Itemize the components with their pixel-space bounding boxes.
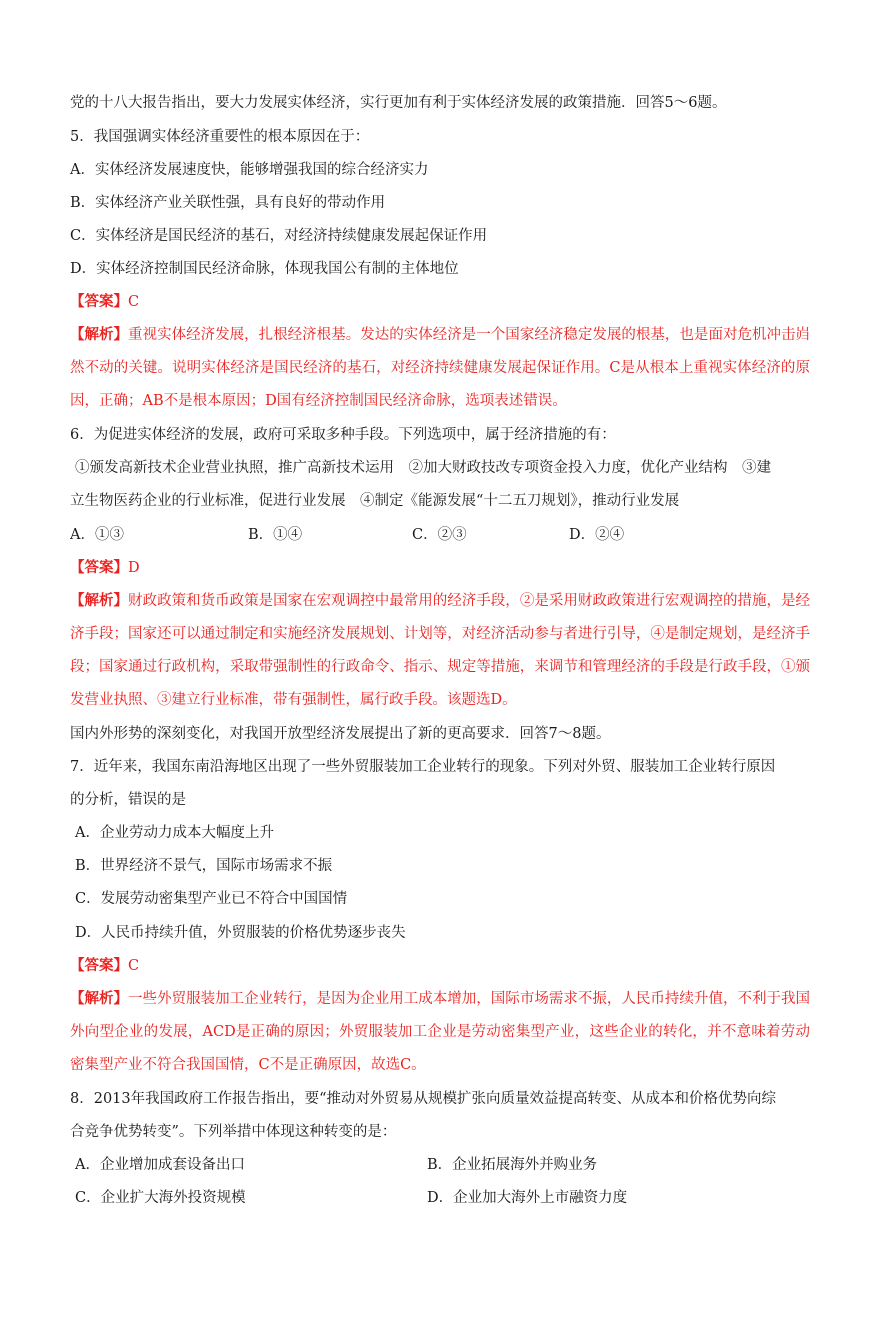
question-5-option-a: A．实体经济发展速度快，能够增强我国的综合经济实力 [70, 162, 429, 178]
question-6-items-line2: 立生物医药企业的行业标准，促进行业发展 ④制定《能源发展“十二五刀规划》，推动行业发展 [70, 493, 680, 509]
question-5-stem: 5．我国强调实体经济重要性的根本原因在于： [70, 129, 370, 145]
analysis-label: 【解析】 [70, 592, 129, 609]
analysis-text: 重视实体经济发展，扎根经济根基。发达的实体经济是一个国家经济稳定发展的根基，也是面对危机冲击岿然不动的关键。说明实体经济是国民经济的基石，对经济持续健康发展起保证作用。C是从根本上重视实体经济的原因，正确；AB不是根本原因；D国有经济控制国民经济命脉，选项表述错误。 [70, 327, 811, 409]
question-7-option-d: D．人民币持续升值，外贸服装的价格优势逐步丧失 [75, 925, 406, 941]
question-7-analysis [70, 982, 810, 1082]
question-7-option-b: B．世界经济不景气，国际市场需求不振 [75, 858, 333, 874]
question-5-analysis [70, 318, 810, 418]
question-6-items-line1: ①颁发高新技术企业营业执照，推广高新技术运用 ②加大财政技改专项资金投入力度，优化产业结构 ③建 [75, 460, 771, 476]
question-6-option-c: C．②③ [412, 527, 467, 543]
question-5-option-c: C．实体经济是国民经济的基石，对经济持续健康发展起保证作用 [70, 228, 488, 244]
answer-value: C [128, 294, 140, 310]
answer-value: D [128, 560, 140, 576]
question-8-option-d: D．企业加大海外上市融资力度 [427, 1190, 628, 1206]
analysis-label: 【解析】 [70, 990, 129, 1007]
question-7-option-a: A．企业劳动力成本大幅度上升 [75, 825, 274, 841]
question-5-answer [70, 292, 139, 312]
question-7-option-c: C．发展劳动密集型产业已不符合中国国情 [75, 891, 348, 907]
question-8-option-c: C．企业扩大海外投资规模 [75, 1190, 246, 1206]
question-6-option-d: D．②④ [569, 527, 625, 543]
intro-7-8: 国内外形势的深刻变化，对我国开放型经济发展提出了新的更高要求．回答7～8题。 [70, 726, 611, 742]
question-7-stem-line2: 的分析，错误的是 [70, 792, 186, 808]
question-7-answer [70, 956, 139, 976]
intro-5-6: 党的十八大报告指出，要大力发展实体经济，实行更加有利于实体经济发展的政策措施．回答5～6题。 [70, 95, 727, 111]
analysis-text: 一些外贸服装加工企业转行，是因为企业用工成本增加，国际市场需求不振，人民币持续升值，不利于我国外向型企业的发展，ACD是正确的原因；外贸服装加工企业是劳动密集型产业，这些企业的转化，并不意味着劳动密集型产业不符合我国国情，C不是正确原因，故选C。 [70, 991, 811, 1073]
answer-value: C [128, 958, 140, 974]
answer-label: 【答案】 [70, 957, 128, 974]
question-8-stem-line2: 合竞争优势转变”。下列举措中体现这种转变的是： [70, 1124, 397, 1140]
question-6-option-a: A．①③ [70, 527, 124, 543]
question-6-analysis [70, 584, 810, 717]
question-8-option-b: B．企业拓展海外并购业务 [427, 1157, 598, 1173]
question-8-stem-line1: 8．2013年我国政府工作报告指出，要“推动对外贸易从规模扩张向质量效益提高转变、从成本和价格优势向综 [70, 1091, 777, 1107]
analysis-label: 【解析】 [70, 326, 129, 343]
question-7-stem-line1: 7．近年来，我国东南沿海地区出现了一些外贸服装加工企业转行的现象。下列对外贸、服装加工企业转行原因 [70, 759, 776, 775]
question-5-option-b: B．实体经济产业关联性强，具有良好的带动作用 [70, 195, 386, 211]
analysis-text: 财政政策和货币政策是国家在宏观调控中最常用的经济手段，②是采用财政政策进行宏观调控的措施，是经济手段；国家还可以通过制定和实施经济发展规划、计划等，对经济活动参与者进行引导，④是制定规划，是经济手段；国家通过行政机构，采取带强制性的行政命令、指示、规定等措施，来调节和管理经济的手段是行政手段，①颁发营业执照、③建立行业标准，带有强制性，属行政手段。该题选D。 [70, 593, 811, 708]
answer-label: 【答案】 [70, 293, 128, 310]
question-8-option-a: A．企业增加成套设备出口 [75, 1157, 245, 1173]
question-5-option-d: D．实体经济控制国民经济命脉，体现我国公有制的主体地位 [70, 261, 459, 277]
question-6-stem: 6．为促进实体经济的发展，政府可采取多种手段。下列选项中，属于经济措施的有： [70, 427, 616, 443]
question-6-option-b: B．①④ [248, 527, 303, 543]
answer-label: 【答案】 [70, 559, 128, 576]
question-6-answer [70, 558, 140, 578]
